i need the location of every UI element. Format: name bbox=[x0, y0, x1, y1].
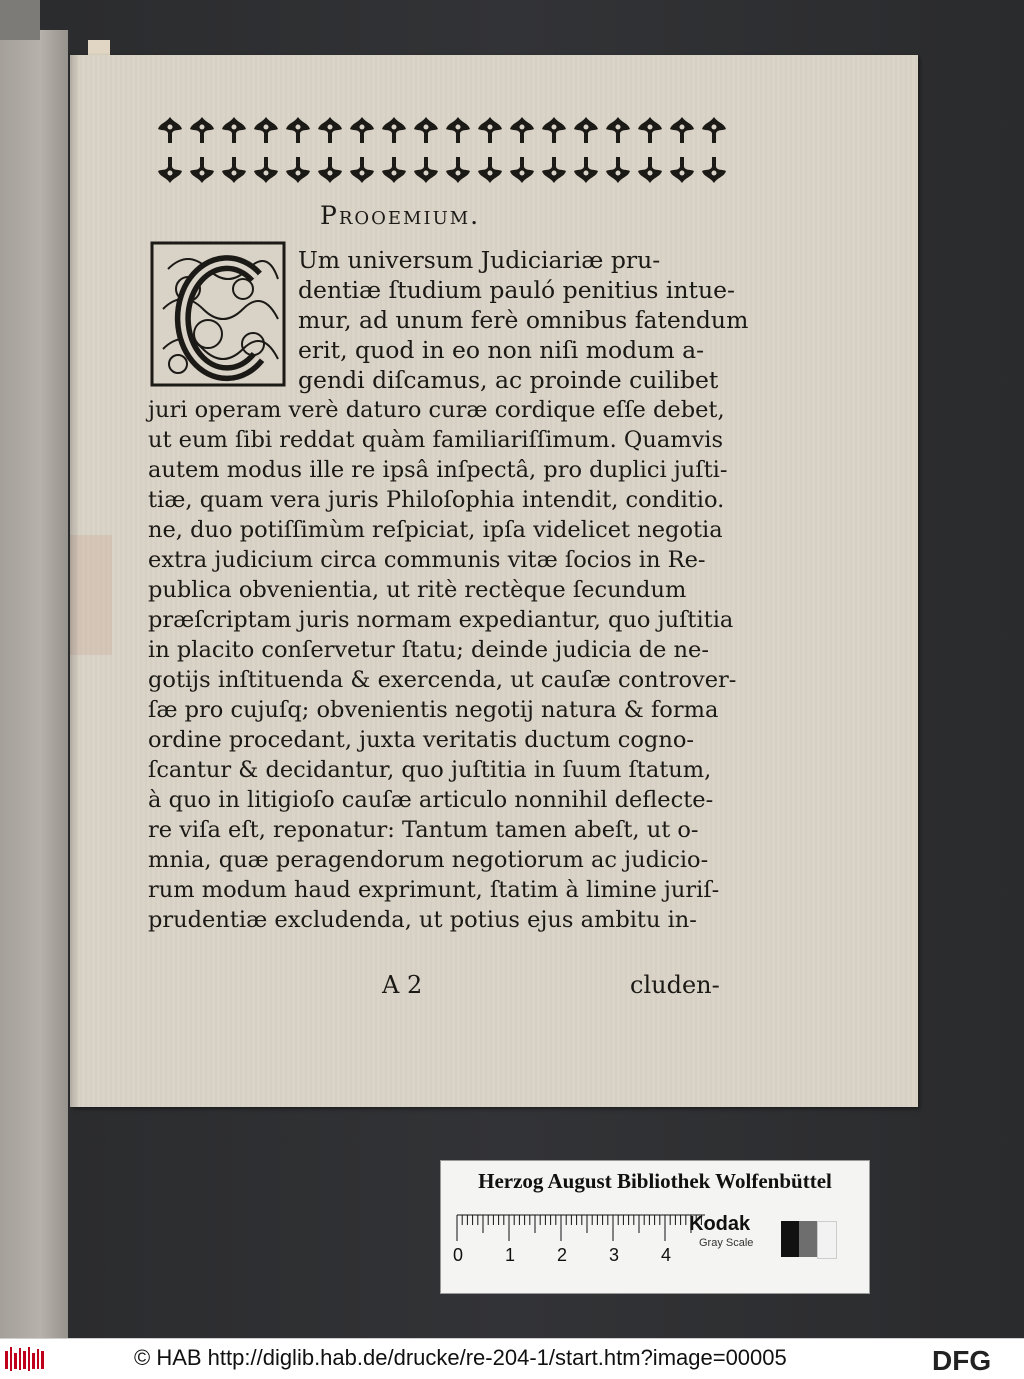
hab-logo-icon[interactable] bbox=[4, 1345, 48, 1373]
text-line: juri operam verè daturo curæ cordique eſſe debet, bbox=[148, 397, 725, 423]
text-line: Um universum Judiciariæ pru- bbox=[298, 246, 661, 274]
scan-corner bbox=[0, 0, 40, 40]
text-line: rum modum haud exprimunt, ſtatim à limine juriſ- bbox=[148, 877, 720, 903]
ruler-scale bbox=[455, 1207, 705, 1247]
text-line: à quo in litigioſo cauſæ articulo nonnihil deflecte- bbox=[148, 787, 714, 813]
ruler-number: 4 bbox=[661, 1245, 672, 1265]
text-line: gendi diſcamus, ac proinde cuilibet bbox=[298, 366, 719, 394]
body-text bbox=[70, 55, 918, 1107]
book-page bbox=[70, 55, 918, 1107]
text-line: publica obvenientia, ut ritè rectèque ſecundum bbox=[148, 577, 687, 603]
swatch-white bbox=[817, 1221, 837, 1259]
text-line: mnia, quæ peragendorum negotiorum ac judicio- bbox=[148, 847, 709, 873]
text-line: ordine procedant, juxta veritatis ductum cogno- bbox=[148, 727, 694, 753]
swatch-gray bbox=[799, 1221, 817, 1257]
text-line: tiæ, quam vera juris Philoſophia intendit, conditio. bbox=[148, 487, 725, 513]
ruler-number: 0 bbox=[453, 1245, 464, 1265]
color-calibration-card bbox=[440, 1160, 870, 1294]
text-line: gotijs inſtituenda & exercenda, ut cauſæ controver- bbox=[148, 667, 737, 693]
signature-mark: A 2 bbox=[382, 971, 423, 999]
card-title: Herzog August Bibliothek Wolfenbüttel bbox=[478, 1169, 832, 1193]
ruler-number: 1 bbox=[505, 1245, 516, 1265]
text-line: præſcriptam juris normam expediantur, quo juſtitia bbox=[148, 607, 734, 633]
text-line: autem modus ille re ipsâ inſpectâ, pro duplici juſti- bbox=[148, 457, 728, 483]
text-line: re viſa eſt, reponatur: Tantum tamen abeſt, ut o- bbox=[148, 817, 699, 843]
text-line: erit, quod in eo non niſi modum a- bbox=[298, 336, 705, 364]
ruler-numbers bbox=[451, 1245, 711, 1271]
gray-scale-label: Gray Scale bbox=[699, 1237, 754, 1249]
dfg-logo-icon[interactable] bbox=[932, 1345, 1014, 1373]
catchword: cluden- bbox=[630, 971, 720, 999]
ruler-number: 3 bbox=[609, 1245, 620, 1265]
text-line: mur, ad unum ferè omnibus fatendum bbox=[298, 306, 749, 334]
page-heading: Prooemium. bbox=[320, 201, 481, 230]
ruler-number: 2 bbox=[557, 1245, 568, 1265]
text-line: extra judicium circa communis vitæ ſocios in Re- bbox=[148, 547, 706, 573]
text-line: ut eum ſibi reddat quàm familiariſſimum. Quamvis bbox=[148, 427, 724, 453]
previous-leaf-edge bbox=[0, 30, 68, 1338]
footer-bar bbox=[0, 1338, 1024, 1379]
text-line: ne, duo potiſſimùm reſpiciat, ipſa videlicet negotia bbox=[148, 517, 723, 543]
swatch-black bbox=[781, 1221, 799, 1257]
text-line: ſcantur & decidantur, quo juſtitia in ſuum ſtatum, bbox=[148, 757, 712, 783]
text-line: in placito conſervetur ſtatu; deinde judicia de ne- bbox=[148, 637, 709, 663]
kodak-brand: Kodak bbox=[689, 1213, 751, 1235]
dfg-logo-text: DFG bbox=[932, 1345, 992, 1373]
text-line: prudentiæ excludenda, ut potius ejus ambitu in- bbox=[148, 907, 697, 933]
text-line: ſæ pro cujuſq; obvenientis negotij natura & forma bbox=[148, 697, 719, 723]
copyright-link[interactable]: © HAB http://diglib.hab.de/drucke/re-204-1/start.htm?image=00005 bbox=[134, 1345, 787, 1370]
text-line: dentiæ ſtudium pauló penitius intue- bbox=[298, 276, 735, 304]
